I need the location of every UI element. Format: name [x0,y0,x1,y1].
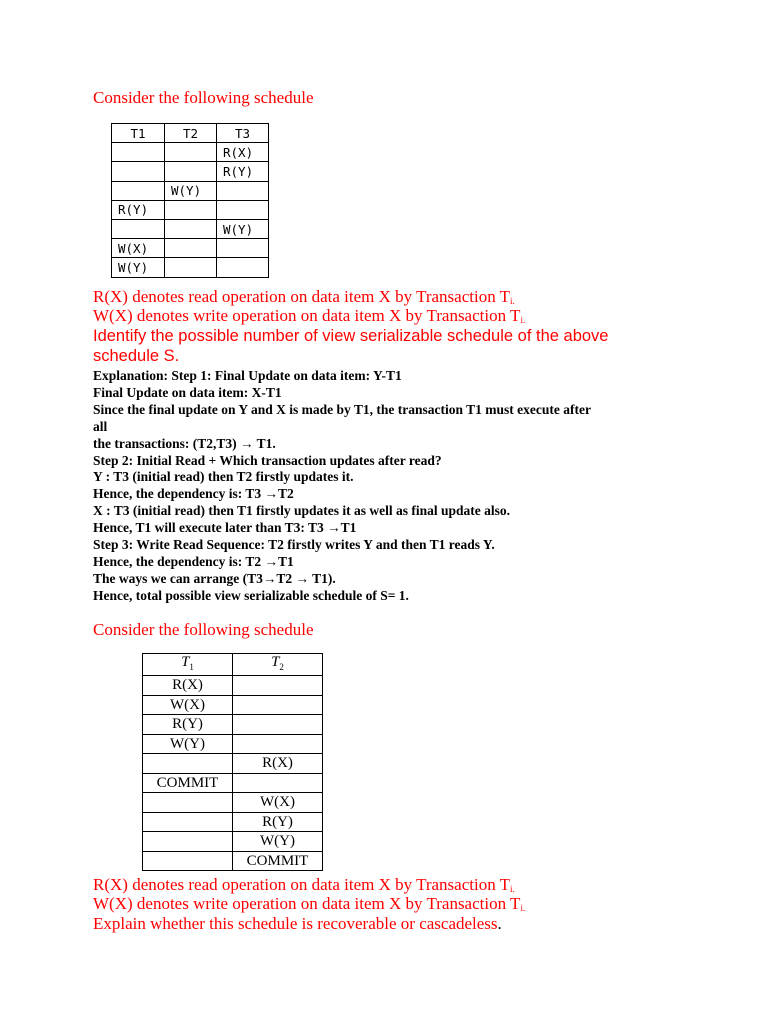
table-cell: W(Y) [233,832,323,852]
table-row [143,773,323,793]
q2-question [93,914,502,934]
explanation-line: Hence, the dependency is: T2 →T1 [93,553,294,569]
table-cell [143,812,233,832]
read-note-text: R(X) denotes read operation on data item X by Transaction T [93,287,511,306]
table-cell [165,258,217,277]
header-t1-letter: T [181,654,190,670]
table-header-row [143,654,323,676]
table-cell [143,793,233,813]
q2-question-text: Explain whether this schedule is recoverable or cascadeless [93,914,498,933]
table-cell [233,773,323,793]
read-note-subscript: i. [510,296,515,306]
explanation-line: Step 2: Initial Read + Which transaction updates after read? [93,452,442,468]
explanation-line: all [93,418,108,434]
explanation-line: Since the final update on Y and X is made by T1, the transaction T1 must execute after [93,401,592,417]
table-cell [165,143,217,162]
table-cell [217,258,269,277]
explanation-line: Step 3: Write Read Sequence: T2 firstly writes Y and then T1 reads Y. [93,537,495,553]
header-t2-subscript: 2 [279,662,284,672]
explanation-line: Final Update on data item: X-T1 [93,384,282,400]
table-cell: W(Y) [165,181,217,200]
table-cell: R(X) [217,143,269,162]
header-t2-letter: T [271,654,280,670]
write-note-subscript: i. [520,903,526,913]
table-cell [233,695,323,715]
table-row [143,793,323,813]
header-t1-subscript: 1 [189,662,194,672]
table-row [143,676,323,696]
table-row [143,715,323,735]
q1-question-line-2: schedule S. [93,347,180,365]
q1-question [93,326,653,366]
table-cell: COMMIT [143,773,233,793]
table-cell: R(X) [143,676,233,696]
table-cell: R(Y) [143,715,233,735]
header-t2: T2 [165,124,217,143]
table-cell: W(X) [112,239,165,258]
table-row [112,181,269,200]
table-cell [217,181,269,200]
table-cell [233,676,323,696]
table-row [143,734,323,754]
q2-question-period: . [497,914,502,933]
table-cell: R(Y) [217,162,269,181]
table-cell [217,200,269,219]
table-cell [217,239,269,258]
q2-schedule-table [142,653,323,871]
read-note-text: R(X) denotes read operation on data item X by Transaction T [93,875,511,894]
table-cell: W(Y) [143,734,233,754]
q1-schedule-table [111,123,269,278]
table-row [112,219,269,238]
header-t1 [143,654,233,676]
header-t3: T3 [217,124,269,143]
q1-question-line-1: Identify the possible number of view serializable schedule of the above [93,327,609,345]
table-cell [143,832,233,852]
table-header-row [112,124,269,143]
explanation-line: Hence, the dependency is: T3 →T2 [93,486,294,502]
table-row [143,812,323,832]
q2-title: Consider the following schedule [93,620,314,639]
q1-read-note [93,287,515,307]
explanation-line: Y : T3 (initial read) then T2 firstly updates it. [93,469,354,485]
table-cell [143,851,233,871]
table-cell: R(Y) [233,812,323,832]
explanation-line: Explanation: Step 1: Final Update on data item: Y-T1 [93,368,402,383]
table-row [112,239,269,258]
header-t1: T1 [112,124,165,143]
table-cell [233,715,323,735]
explanation-line: the transactions: (T2,T3) → T1. [93,435,276,451]
read-note-subscript: i. [510,884,515,894]
table-cell: W(X) [143,695,233,715]
table-cell [112,143,165,162]
table-cell [165,200,217,219]
table-row [112,200,269,219]
q1-title: Consider the following schedule [93,88,314,107]
table-row [143,832,323,852]
table-row [143,851,323,871]
write-note-subscript: i. [520,315,526,325]
q1-write-note [93,306,525,326]
table-cell [143,754,233,774]
table-row [112,258,269,277]
table-cell: W(Y) [112,258,165,277]
table-row [143,754,323,774]
q2-write-note [93,894,525,914]
table-cell [165,219,217,238]
write-note-text: W(X) denotes write operation on data item X by Transaction T [93,894,521,913]
table-cell [112,181,165,200]
table-row [143,695,323,715]
explanation-line: The ways we can arrange (T3→T2 → T1). [93,570,336,586]
table-cell: W(Y) [217,219,269,238]
write-note-text: W(X) denotes write operation on data item X by Transaction T [93,306,521,325]
q1-explanation [93,368,678,605]
table-cell [112,162,165,181]
table-cell [165,162,217,181]
table-row [112,143,269,162]
table-row [112,162,269,181]
table-cell [233,734,323,754]
table-cell [112,219,165,238]
q2-read-note [93,875,515,895]
table-cell: W(X) [233,793,323,813]
table-cell: COMMIT [233,851,323,871]
table-cell: R(X) [233,754,323,774]
explanation-line: Hence, total possible view serializable schedule of S= 1. [93,587,409,603]
table-cell: R(Y) [112,200,165,219]
explanation-line: X : T3 (initial read) then T1 firstly updates it as well as final update also. [93,503,511,519]
header-t2 [233,654,323,676]
table-cell [165,239,217,258]
explanation-line: Hence, T1 will execute later than T3: T3 →T1 [93,520,357,536]
